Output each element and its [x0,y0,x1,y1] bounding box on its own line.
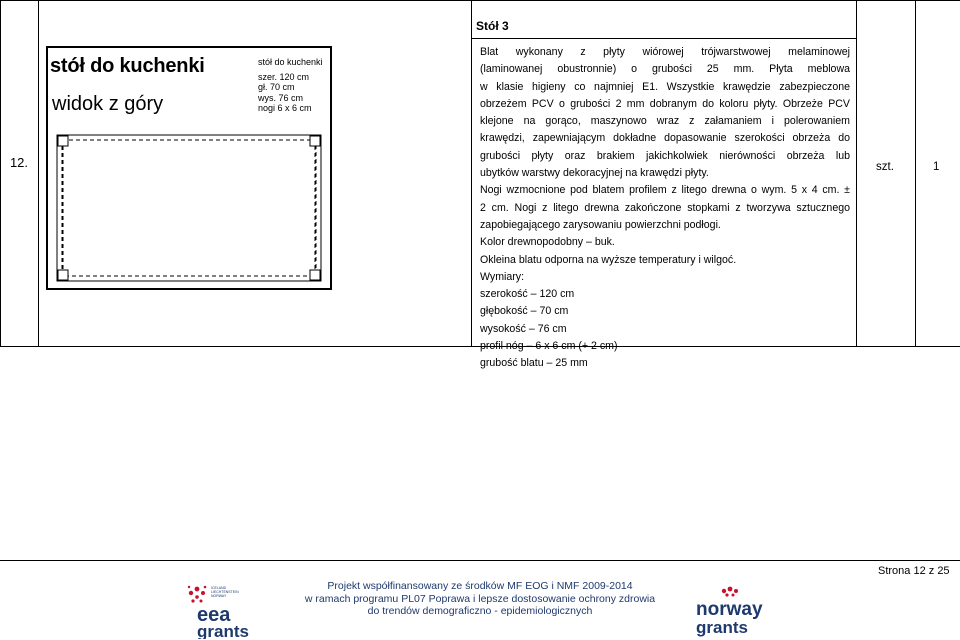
funding-line: do trendów demograficzno - epidemiologicznych [367,605,593,617]
dimensions-list [480,286,850,372]
table-left-border [0,0,1,347]
description-line: ubytków warstwy dekoracyjnej na krawędzi płyty. [480,167,709,180]
description-paragraph-main [480,44,850,182]
footer-divider [0,560,960,561]
dimension-item: szerokość – 120 cm [480,288,575,301]
dimension-item: grubość blatu – 25 mm [480,357,588,370]
spec-height: wys. 76 cm [258,92,304,103]
funding-line: w ramach programu PL07 Poprawa i lepsze dostosowanie ochrony zdrowia [304,592,656,605]
table-top-view-drawing [56,134,322,282]
description-line: Blat wykonany z płyty wiórowej trójwarstwowej melaminowej [480,46,850,58]
svg-text:grants: grants [197,622,249,639]
svg-text:grants: grants [696,618,748,637]
description-line: krawędzi, zapewniającym dokładne dopasowanie szerokości obrzeża do [480,132,850,145]
leg-bottom-left [58,270,68,280]
image-specs [258,57,323,114]
image-view-label: widok z góry [52,93,164,115]
col-divider-unit [915,0,916,347]
dimensions-heading: Wymiary: [480,270,525,283]
leg-bottom-right [310,270,320,280]
row-number: 12. [9,155,29,170]
quantity-value: 1 [933,161,940,173]
legs-line: zapobiegającego zarysowaniu powierzchni podłogi. [480,218,721,231]
eea-grants-logo [185,583,275,639]
norway-grants-logo [690,585,770,637]
table-outline [57,135,321,281]
description-line: obrzeżem PCV o grubości 2 mm dobranym do koloru płyty. Obrzeże PCV [480,97,850,110]
col-divider-image [471,0,472,347]
product-description [480,44,850,373]
svg-text:norway: norway [696,599,763,620]
svg-text:LIECHTENSTEIN: LIECHTENSTEIN [211,590,239,594]
leg-frame-dashed [62,140,316,276]
spec-name: stół do kuchenki [258,57,323,67]
description-color: Kolor drewnopodobny – buk. [480,236,615,249]
description-legs [480,182,850,234]
spec-width: szer. 120 cm [258,71,310,82]
col-divider-number [38,0,39,347]
dimension-item: wysokość – 76 cm [480,322,567,335]
table-top-border [0,0,960,1]
description-line: (laminowanej obustronnie) o grubości 25 mm. Płyta meblowa [480,63,850,76]
dimension-item: głębokość – 70 cm [480,305,569,318]
dimension-item: profil nóg – 6 x 6 cm (+ 2 cm) [480,340,618,353]
spec-depth: gł. 70 cm [258,82,295,92]
col-divider-description [856,0,857,347]
legs-line: Nogi wzmocnione pod blatem profilem z litego drewna o wym. 5 x 4 cm. ± [480,184,850,197]
leg-top-left [58,136,68,146]
description-line: klejone na gorąco, maszynowo wraz z załamaniem i polerowaniem [480,115,850,128]
svg-text:NORWAY: NORWAY [211,594,227,598]
funding-statement [290,580,670,618]
leg-top-right [310,136,320,146]
svg-text:eea: eea [197,604,231,626]
svg-text:ICELAND: ICELAND [211,586,227,590]
item-title: Stół 3 [476,19,509,33]
title-underline [471,38,856,39]
image-title: stół do kuchenki [50,55,205,77]
description-resistance: Okleina blatu odporna na wyższe temperatury i wilgoć. [480,253,737,266]
unit-label: szt. [876,161,894,173]
page-number: Strona 12 z 25 [878,565,950,577]
funding-line: Projekt współfinansowany ze środków MF EOG i NMF 2009-2014 [327,580,633,592]
legs-line: 2 cm. Nogi z litego drewna zakończone stopkami z tworzywa sztucznego [480,201,850,214]
spec-legs: nogi 6 x 6 cm [258,103,312,113]
description-line: w klasie higieny co najmniej E1. Wszystkie krawędzie zabezpieczone [480,80,850,93]
description-line: grubości płyty oraz brakiem jakichkolwiek nierówności obrzeża lub [480,149,850,162]
